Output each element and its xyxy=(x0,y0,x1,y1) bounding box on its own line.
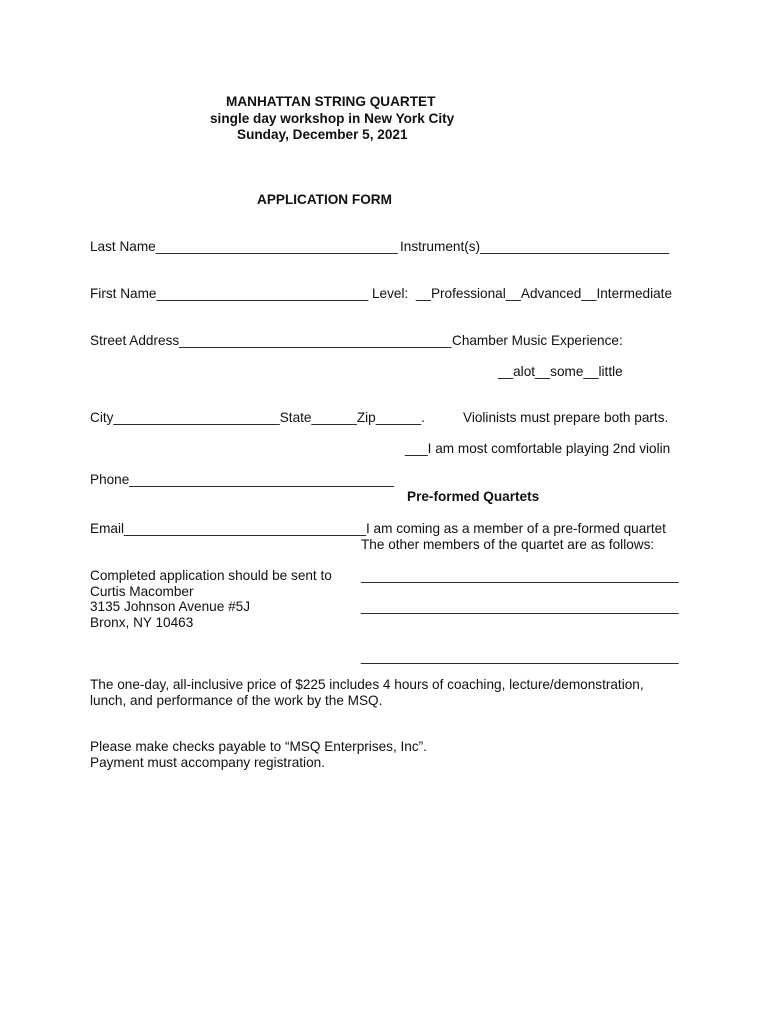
mailing-name: Curtis Macomber xyxy=(90,584,194,599)
price-line-1: The one-day, all-inclusive price of $225 includes 4 hours of coaching, lecture/demonstration, xyxy=(90,677,644,692)
mailing-street: 3135 Johnson Avenue #5J xyxy=(90,599,250,614)
mailing-city: Bronx, NY 10463 xyxy=(90,615,194,630)
phone-field[interactable]: Phone___________________________________ xyxy=(90,472,394,487)
quartet-member-blank-2[interactable]: __________________________________________ xyxy=(361,599,679,614)
workshop-date: Sunday, December 5, 2021 xyxy=(237,127,408,142)
email-field[interactable]: Email________________________________ xyxy=(90,521,366,536)
street-address-field[interactable]: Street Address____________________________________ xyxy=(90,333,452,348)
last-name-field[interactable]: Last Name________________________________ xyxy=(90,239,398,254)
preformed-member-option[interactable]: I am coming as a member of a pre-formed quartet xyxy=(366,521,666,536)
instrument-field[interactable]: Instrument(s)_________________________ xyxy=(400,239,670,254)
quartet-member-blank-1[interactable]: __________________________________________ xyxy=(361,568,679,583)
city-state-zip-field[interactable]: City______________________State______Zip______. xyxy=(90,410,425,425)
preformed-others-label: The other members of the quartet are as follows: xyxy=(361,537,655,552)
chamber-experience-label: Chamber Music Experience: xyxy=(452,333,623,348)
payment-line-2: Payment must accompany registration. xyxy=(90,755,325,770)
experience-options[interactable]: __alot__some__little xyxy=(498,364,623,379)
violinists-note: Violinists must prepare both parts. xyxy=(463,410,669,425)
price-line-2: lunch, and performance of the work by the MSQ. xyxy=(90,693,383,708)
first-name-field[interactable]: First Name____________________________ xyxy=(90,286,369,301)
second-violin-option[interactable]: ___I am most comfortable playing 2nd violin xyxy=(405,441,671,456)
preformed-heading: Pre-formed Quartets xyxy=(407,489,540,504)
form-title: APPLICATION FORM xyxy=(257,192,392,207)
payment-line-1: Please make checks payable to “MSQ Enterprises, Inc”. xyxy=(90,739,427,754)
level-field[interactable]: Level: __Professional__Advanced__Intermediate xyxy=(372,286,673,301)
workshop-subtitle: single day workshop in New York City xyxy=(210,111,455,126)
org-title: MANHATTAN STRING QUARTET xyxy=(226,94,436,109)
mailing-intro: Completed application should be sent to xyxy=(90,568,332,583)
quartet-member-blank-3[interactable]: __________________________________________ xyxy=(361,649,679,664)
